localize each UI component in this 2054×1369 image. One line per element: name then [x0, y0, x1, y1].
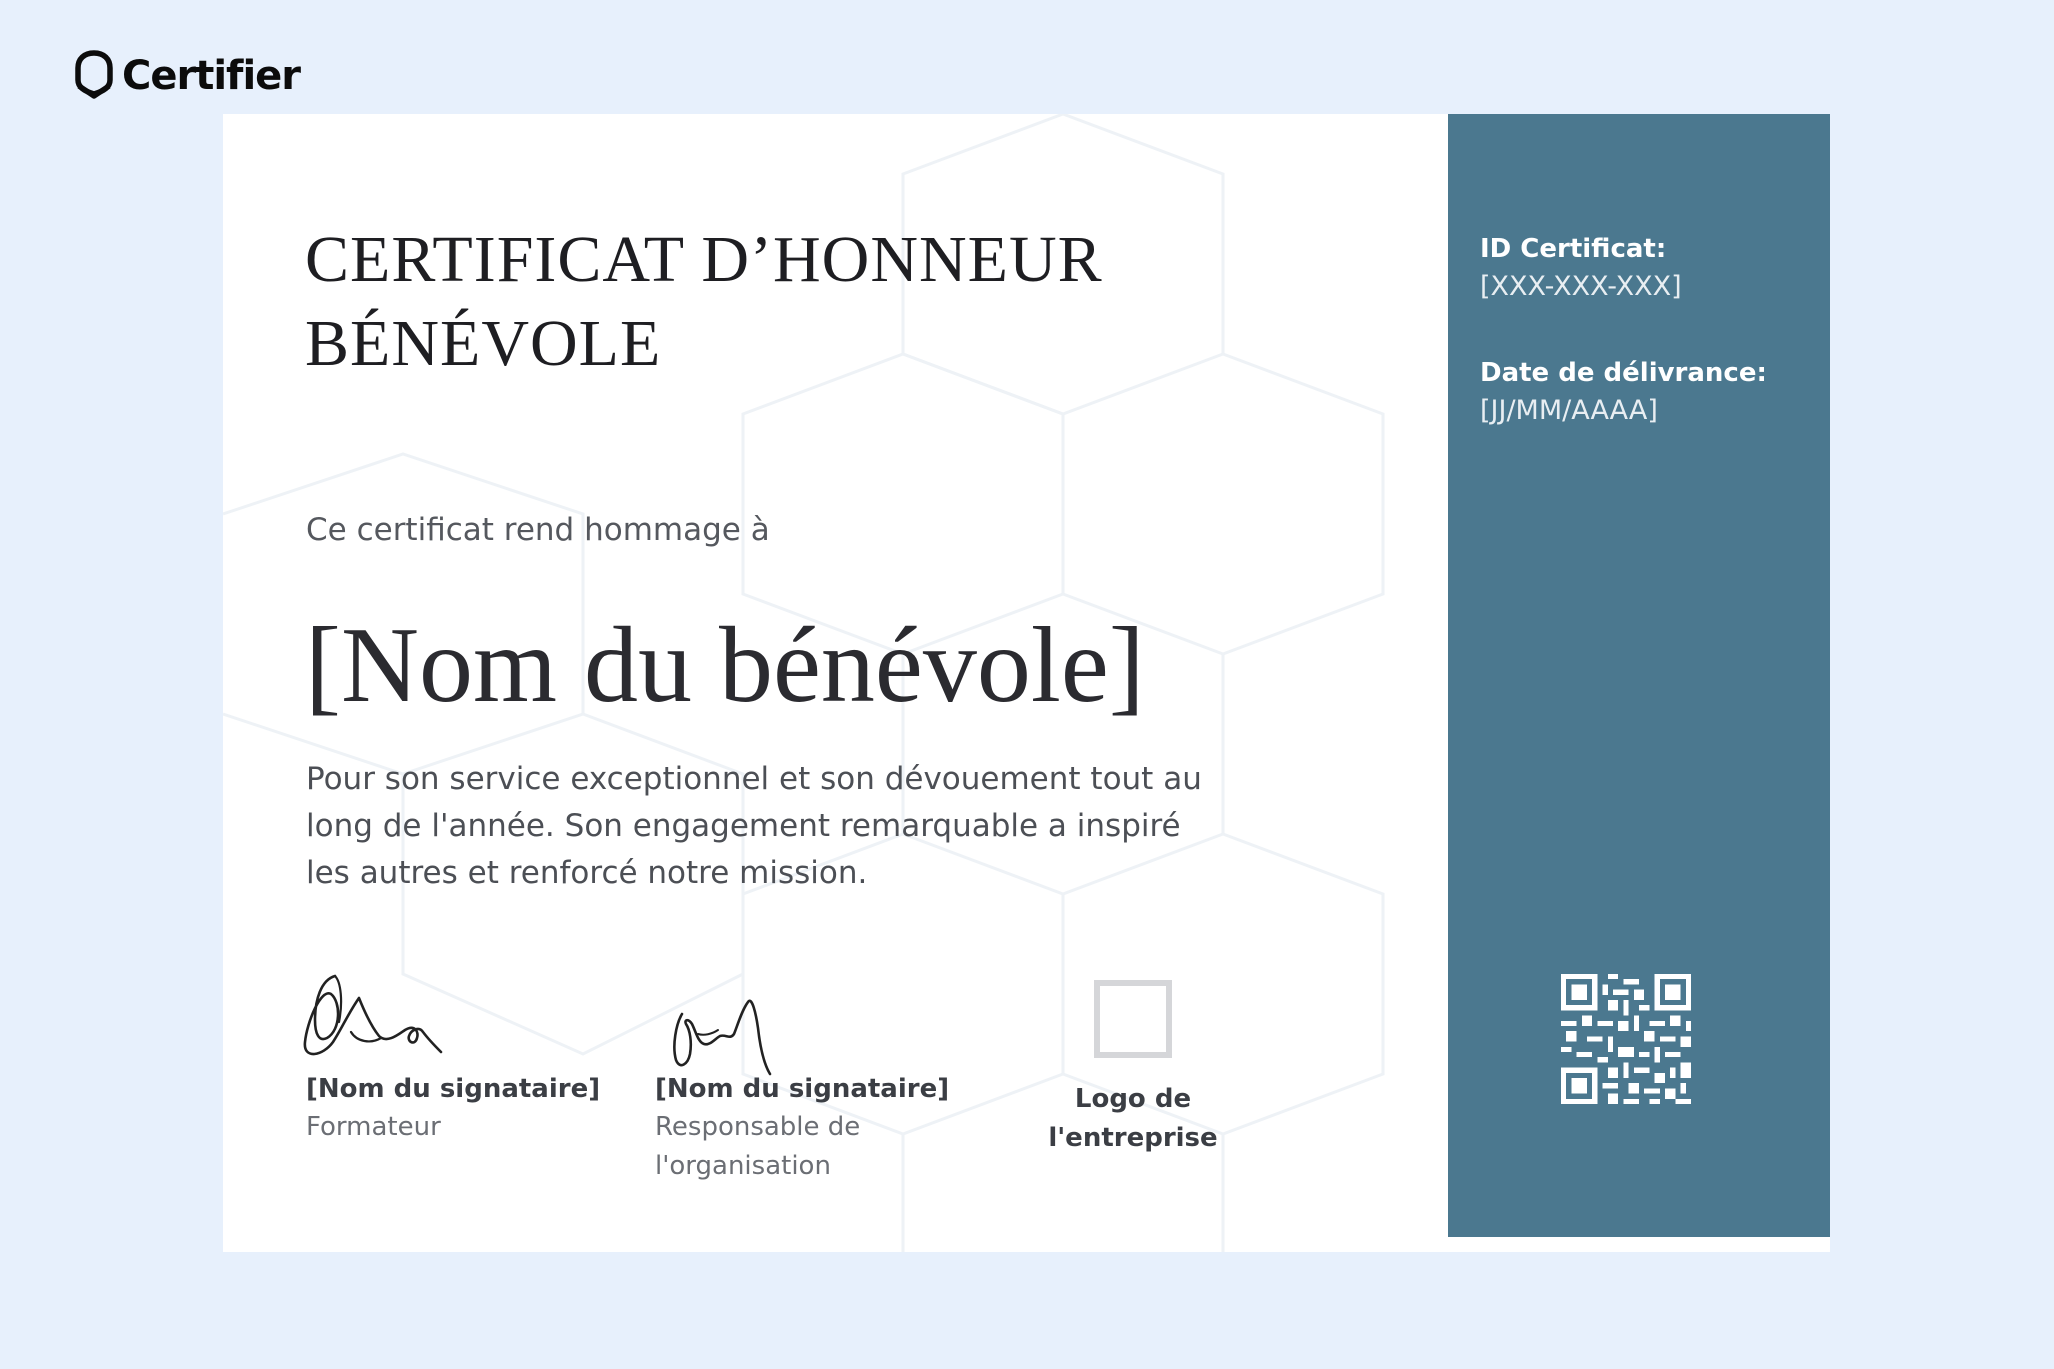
issue-date-value: [JJ/MM/AAAA] — [1480, 395, 1658, 426]
logo-label — [1023, 1080, 1243, 1158]
title-line-2: BÉNÉVOLE — [305, 307, 662, 380]
certificate-id — [1480, 230, 1682, 306]
certifier-logo-icon — [74, 50, 114, 102]
company-logo-placeholder — [1023, 980, 1243, 1158]
brand-logo — [74, 50, 300, 102]
certificate-title — [305, 218, 1103, 386]
signatory-2-text — [655, 1074, 949, 1186]
certificate-id-label: ID Certificat: — [1480, 234, 1667, 264]
signatory-1-name: [Nom du signataire] — [306, 1074, 601, 1104]
signatory-1-text — [306, 1074, 600, 1147]
description-text: Pour son service exceptionnel et son dévouement tout au long de l'année. Son engagement remarquable a inspiré les autres et renforcé notre mission. — [306, 761, 1202, 891]
title-line-1: CERTIFICAT D’HONNEUR — [305, 223, 1103, 296]
logo-label-line-2: l'entreprise — [1048, 1123, 1218, 1153]
qr-code-icon — [1561, 974, 1691, 1104]
intro-text: Ce certificat rend hommage à — [306, 512, 770, 548]
certificate — [223, 114, 1830, 1252]
issue-date — [1480, 354, 1767, 430]
issue-date-label: Date de délivrance: — [1480, 358, 1767, 388]
certificate-id-value: [XXX-XXX-XXX] — [1480, 271, 1682, 302]
certificate-sidebar — [1448, 114, 1830, 1237]
logo-label-line-1: Logo de — [1074, 1084, 1192, 1114]
signatory-1-role: Formateur — [306, 1112, 441, 1142]
signatory-2-name: [Nom du signataire] — [655, 1074, 950, 1104]
signatory-2-role-line-2: l'organisation — [655, 1151, 831, 1181]
brand-name: Certifier — [122, 53, 301, 99]
logo-placeholder-icon — [1094, 980, 1172, 1058]
recipient-name: [Nom du bénévole] — [305, 606, 1145, 725]
signatory-2-role-line-1: Responsable de — [655, 1112, 861, 1142]
